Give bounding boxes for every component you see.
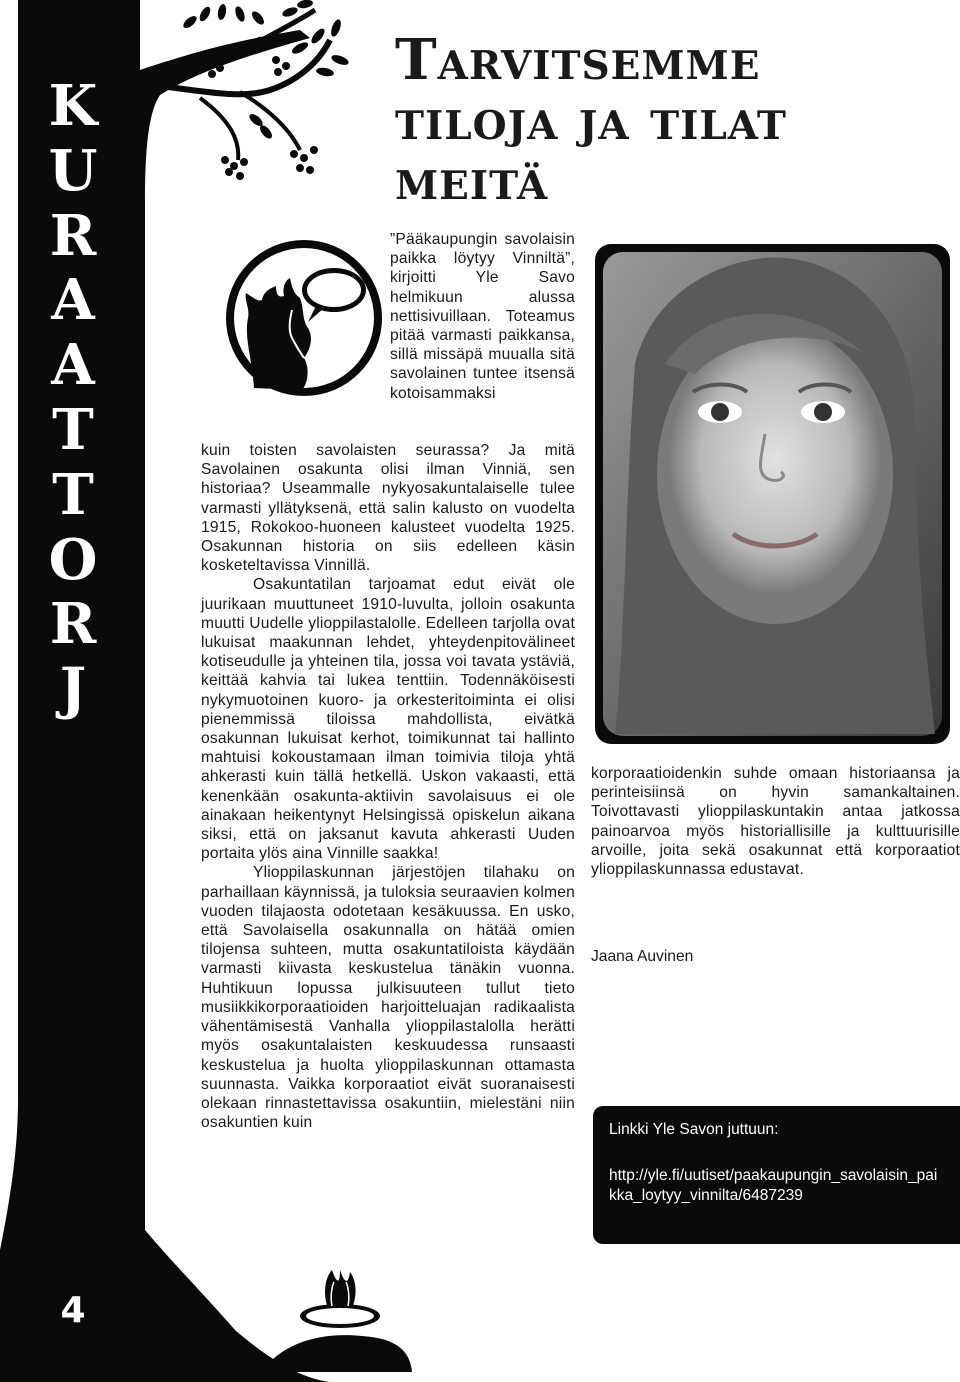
article-title (395, 27, 945, 213)
mascot-speech-bubble-illustration (224, 238, 384, 398)
article-column-continued (591, 764, 960, 879)
title-line: meitä (395, 147, 549, 213)
link-box-url[interactable]: http://yle.fi/uutiset/paakaupungin_savolaisin_paikka_loytyy_vinnilta/6487239 (609, 1167, 938, 1204)
vertical-letter: R (49, 202, 97, 269)
title-line: Tarvitsemme (395, 27, 761, 93)
article-paragraph: kuin toisten savolaisten seurassa? Ja mitä Savolainen osakunta olisi ilman Vinniä, sen historiaa? Useammalle nykyosakuntalaiselle tulee varmasti yllätyksenä, että salin kalusto on vuodelta 1915, Rokokoo-huoneen kalusteet vuodelta 1925. Osakunnan historia on siis edelleen käsin kosketeltavissa Vinnillä. (201, 442, 575, 575)
vertical-letter: O (48, 526, 98, 593)
article-column-main (201, 441, 575, 1132)
vertical-letter: A (51, 267, 95, 334)
title-line: tiloja ja tilat (395, 87, 787, 153)
vertical-letter: J (59, 656, 87, 723)
author-portrait-photo (595, 244, 950, 744)
link-box (593, 1106, 960, 1244)
vertical-letter: A (51, 332, 95, 399)
vertical-letter: T (52, 396, 94, 463)
page-number: 4 (60, 1290, 86, 1331)
lotus-decoration (262, 1252, 412, 1372)
vertical-letter: U (48, 137, 98, 204)
article-paragraph: Ylioppilaskunnan järjestöjen tilahaku on parhaillaan käynnissä, ja tuloksia seuraavien kolmen vuoden tilajaosta odotetaan kesäkuussa. En usko, että Savolaisella osakunnalla on hätää omien tilojensa suhteen, mutta osakuntatiloista käydään varmasti kiivasta keskustelua tänäkin vuonna. Huhtikuun lopussa julkisuuteen tullut tieto musiikkikorporaatioiden harjoitteluajan radikaalista vähentämisestä Vanhalla ylioppilastalolla herätti myös osakuntalaisten keskuudessa runsaasti keskustelua ja huolta ylioppilaskunnan ottamasta suunnasta. Vaikka korporaatiot eivät suoranaisesti olekaan rinnastettavissa osakuntiin, mielestäni niin osakuntien kuin (201, 864, 575, 1132)
link-box-label: Linkki Yle Savon juttuun: (609, 1121, 779, 1138)
vertical-letter: T (52, 461, 94, 528)
article-column-intro (390, 230, 575, 403)
vertical-title-kuraattori (28, 74, 118, 722)
article-paragraph: Osakuntatilan tarjoamat edut eivät ole juurikaan muuttuneet 1910-luvulta, jolloin osakunta muutti Uudelle ylioppilastalolle. Edelleen tarjolla ovat lukuisat maakunnan lehdet, yhteydenpitovälineet kotiseudulle ja yhteinen tila, jossa voi tavata ystäviä, keittää kahvia tai lukea tenttiin. Todennäköisesti nykymuotoinen kuoro- ja orkesteritoiminta ei olisi pienemmissä tiloissa mahdollista, eivätkä osakunnan lukuisat kerhot, toimikunnat tai hallinto mahtuisi kokoustamaan ilman toimivia tiloja yhtä ahkerasti kuin tällä hetkellä. Uskon vakaasti, että kenenkään osakunta-aktiivin savolaisuus ei ole ainakaan heikentynyt Helsingissä opiskelun aikana siksi, että on jaksanut kavuta ahkerasti Uuden portaita ylös aina Vinnille saakka! (201, 576, 575, 863)
vertical-letter: K (48, 73, 98, 139)
author-name: Jaana Auvinen (591, 948, 694, 965)
article-paragraph: korporaatioidenkin suhde omaan historiaansa ja perinteisiinsä on hyvin samankaltainen. Toivottavasti ylioppilaskuntakin antaa jatkossa painoarvoa myös historiallisille ja kulttuurisille arvoille, joita sekä osakunnat että korporaatiot ylioppilaskunnassa edustavat. (591, 765, 960, 879)
article-paragraph: ”Pääkaupungin savolaisin paikka löytyy Vinniltä”, kirjoitti Yle Savo helmikuun alussa nettisivuillaan. Toteamus pitää varmasti paikkansa, sillä missäpä muualla sitä savolainen tuntee itsensä kotoisammaksi (390, 231, 575, 402)
vertical-letter: R (49, 591, 97, 658)
